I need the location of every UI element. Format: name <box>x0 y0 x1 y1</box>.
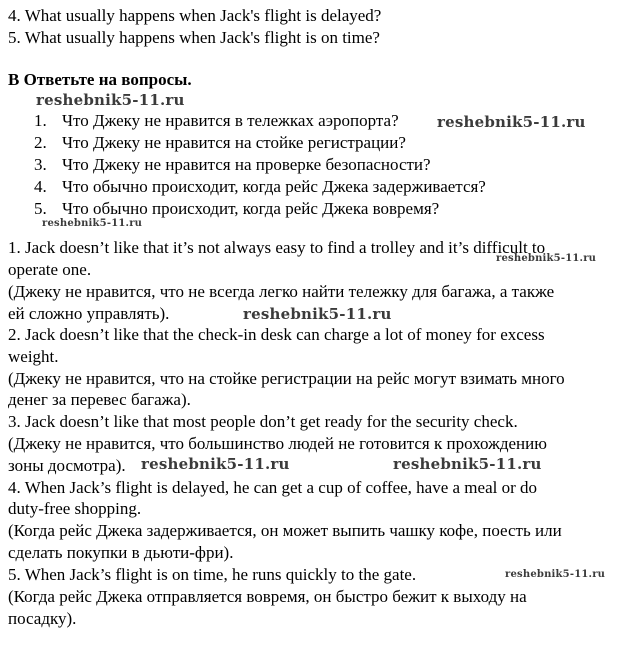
list-item-number: 4. <box>34 177 47 196</box>
answer-line: 4. When Jack’s flight is delayed, he can get a cup of coffee, have a meal or do <box>8 478 538 497</box>
answer-line: (Когда рейс Джека отправляется вовремя, он быстро бежит к выходу на <box>8 587 527 606</box>
answer-line: посадку). <box>8 609 77 628</box>
list-item-text: Что обычно происходит, когда рейс Джека вовремя? <box>62 199 440 218</box>
answer-line: (Когда рейс Джека задерживается, он может выпить чашку кофе, поесть или <box>8 521 562 540</box>
question-4: 4. What usually happens when Jack's flight is delayed? <box>8 6 382 25</box>
answer-line: 5. When Jack’s flight is on time, he runs quickly to the gate. <box>8 565 417 584</box>
answer-line: зоны досмотра). <box>8 456 126 475</box>
list-item <box>34 132 406 154</box>
answer-line: 1. Jack doesn’t like that it’s not always easy to find a trolley and it’s difficult to <box>8 238 546 257</box>
answer-line: денег за перевес багажа). <box>8 390 191 409</box>
answer-line: duty-free shopping. <box>8 499 142 518</box>
watermark: reshebnik5-11.ru <box>437 113 586 131</box>
list-item-number: 5. <box>34 199 47 218</box>
answer-line: (Джеку не нравится, что не всегда легко найти тележку для багажа, а также <box>8 282 555 301</box>
answer-line: ей сложно управлять). <box>8 304 170 323</box>
list-item-number: 2. <box>34 133 47 152</box>
list-item-number: 1. <box>34 111 47 130</box>
answer-line: 2. Jack doesn’t like that the check-in desk can charge a lot of money for excess <box>8 325 545 344</box>
section-b-heading: B Ответьте на вопросы. <box>8 70 192 89</box>
list-item-text: Что Джеку не нравится на проверке безопасности? <box>62 155 431 174</box>
answer-line: сделать покупки в дьюти-фри). <box>8 543 234 562</box>
answer-line: (Джеку не нравится, что на стойке регистрации на рейс могут взимать много <box>8 369 565 388</box>
watermark: reshebnik5-11.ru <box>505 569 606 580</box>
list-item <box>34 176 486 198</box>
list-item-text: Что обычно происходит, когда рейс Джека задерживается? <box>62 177 486 196</box>
answer-line: weight. <box>8 347 59 366</box>
list-item-text: Что Джеку не нравится на стойке регистрации? <box>62 133 406 152</box>
list-item <box>34 110 399 132</box>
answer-line: (Джеку не нравится, что большинство людей не готовится к прохождению <box>8 434 547 453</box>
watermark: reshebnik5-11.ru <box>141 455 290 473</box>
answer-line: operate one. <box>8 260 92 279</box>
answer-line: 3. Jack doesn’t like that most people don’t get ready for the security check. <box>8 412 518 431</box>
list-item-text: Что Джеку не нравится в тележках аэропорта? <box>62 111 399 130</box>
watermark: reshebnik5-11.ru <box>243 305 392 323</box>
list-item <box>34 154 431 176</box>
watermark: reshebnik5-11.ru <box>496 253 597 264</box>
list-item-number: 3. <box>34 155 47 174</box>
list-item <box>34 198 439 220</box>
watermark: reshebnik5-11.ru <box>36 91 185 109</box>
watermark: reshebnik5-11.ru <box>393 455 542 473</box>
watermark: reshebnik5-11.ru <box>42 218 143 229</box>
question-5: 5. What usually happens when Jack's flight is on time? <box>8 28 380 47</box>
